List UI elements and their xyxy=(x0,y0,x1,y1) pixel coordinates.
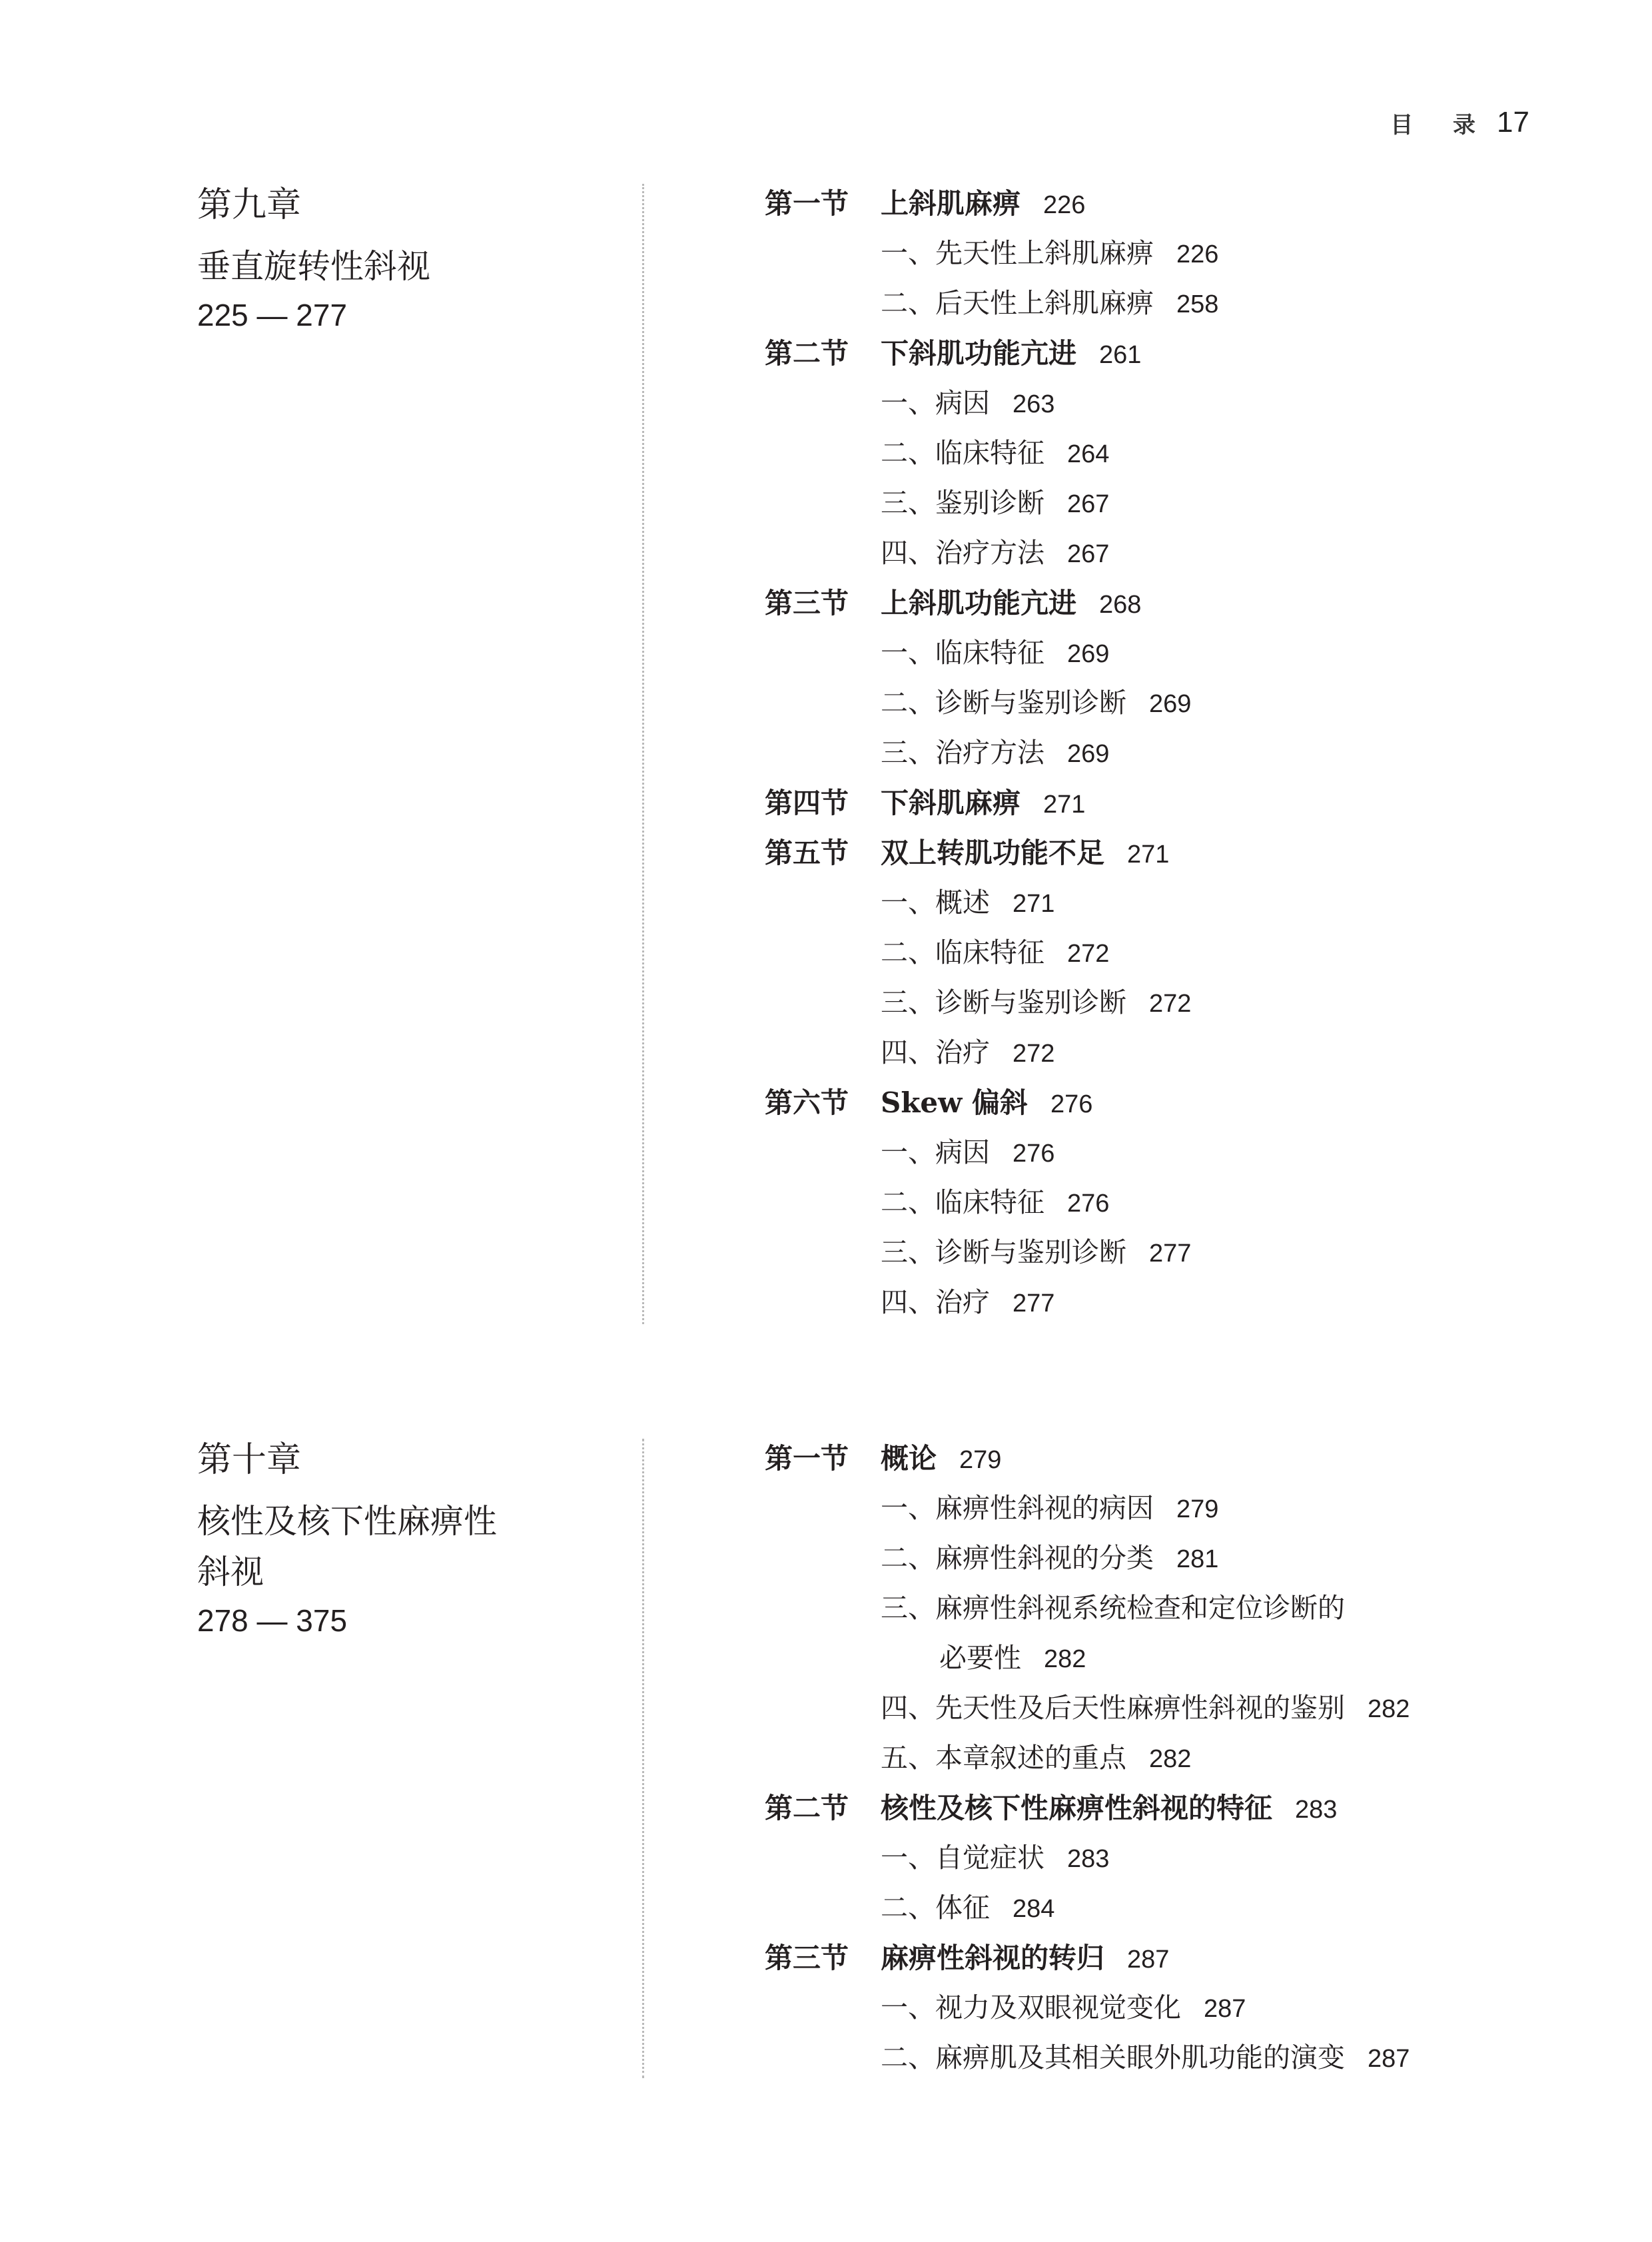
subsection-title xyxy=(881,1028,1054,1079)
entry-page-number: 261 xyxy=(1099,341,1142,369)
subsection-title xyxy=(881,1733,1191,1784)
entry-text: 二、麻痹性斜视的分类 xyxy=(881,1542,1154,1574)
subsection-title xyxy=(881,478,1109,530)
subsection-title xyxy=(881,1178,1109,1229)
chapter-title: 核性及核下性麻痹性 xyxy=(197,1502,497,1541)
entry-page-number: 276 xyxy=(1050,1090,1093,1118)
entry-text: 上斜肌麻痹 xyxy=(881,187,1021,220)
section-title xyxy=(881,1433,1001,1485)
section-label: 第三节 xyxy=(765,1942,849,1974)
entry-text: 核性及核下性麻痹性斜视的特征 xyxy=(881,1792,1273,1824)
entry-text: 四、治疗方法 xyxy=(881,537,1044,569)
entry-text: 二、临床特征 xyxy=(881,437,1044,469)
dotted-divider xyxy=(642,1439,644,2078)
section-label: 第六节 xyxy=(765,1086,849,1119)
dotted-divider xyxy=(642,184,644,1324)
chapter-page-range: 278 — 375 xyxy=(197,1603,348,1638)
entry-page-number: 226 xyxy=(1176,240,1219,268)
toc-subsection-row[interactable] xyxy=(765,528,1564,578)
chapter-page-range: 225 — 277 xyxy=(197,298,348,332)
entry-text: 一、先天性上斜肌麻痹 xyxy=(881,237,1154,269)
section-label: 第四节 xyxy=(765,787,849,819)
entry-text: 四、治疗 xyxy=(881,1286,990,1318)
toc-subsection-row[interactable] xyxy=(765,678,1564,728)
entry-page-number: 287 xyxy=(1127,1946,1170,1974)
chapter-title: 斜视 xyxy=(197,1553,264,1591)
toc-subsection-row[interactable] xyxy=(765,1833,1564,1883)
toc-list xyxy=(765,179,1564,1327)
subsection-title xyxy=(881,528,1109,579)
section-label: 第三节 xyxy=(765,587,849,619)
toc-subsection-row[interactable] xyxy=(765,1683,1564,1733)
entry-page-number: 277 xyxy=(1149,1240,1192,1268)
entry-text: 一、病因 xyxy=(881,387,990,419)
entry-text: 下斜肌功能亢进 xyxy=(881,337,1077,370)
entry-page-number: 226 xyxy=(1043,191,1086,219)
toc-subsection-row[interactable] xyxy=(765,428,1564,478)
entry-text: 概论 xyxy=(881,1442,937,1475)
entry-page-number: 283 xyxy=(1067,1845,1110,1873)
entry-text: 一、麻痹性斜视的病因 xyxy=(881,1492,1154,1524)
entry-page-number: 272 xyxy=(1067,940,1110,968)
entry-page-number: 269 xyxy=(1149,690,1192,718)
entry-page-number: 281 xyxy=(1176,1545,1219,1573)
header-title: 目 录 xyxy=(1390,111,1492,139)
subsection-title xyxy=(881,1583,1345,1633)
toc-subsection-row[interactable] xyxy=(765,928,1564,978)
toc-subsection-row[interactable] xyxy=(765,728,1564,778)
subsection-title xyxy=(881,1683,1410,1734)
chapter-title: 垂直旋转性斜视 xyxy=(197,247,430,286)
entry-text: 必要性 xyxy=(939,1642,1021,1674)
chapter-number: 第十章 xyxy=(197,1440,302,1480)
toc-subsection-row[interactable] xyxy=(765,1028,1564,1078)
entry-page-number: 282 xyxy=(1149,1745,1192,1773)
entry-text: 三、鉴别诊断 xyxy=(881,487,1044,519)
subsection-title xyxy=(881,678,1191,729)
toc-subsection-row[interactable] xyxy=(765,1733,1564,1783)
toc-subsection-row[interactable] xyxy=(765,1533,1564,1583)
toc-subsection-row[interactable] xyxy=(765,1228,1564,1278)
subsection-title xyxy=(881,1278,1054,1329)
entry-text: 二、体征 xyxy=(881,1892,990,1924)
subsection-title xyxy=(881,378,1054,430)
entry-text: 二、临床特征 xyxy=(881,936,1044,968)
toc-subsection-row[interactable] xyxy=(765,278,1564,328)
entry-page-number: 263 xyxy=(1013,390,1055,418)
entry-text: 五、本章叙述的重点 xyxy=(881,1742,1126,1774)
running-header xyxy=(1390,101,1529,144)
entry-text: 二、麻痹肌及其相关眼外肌功能的演变 xyxy=(881,2042,1345,2073)
toc-subsection-row[interactable] xyxy=(765,628,1564,678)
section-title xyxy=(881,179,1085,230)
toc-subsection-row[interactable] xyxy=(765,2033,1564,2083)
entry-page-number: 287 xyxy=(1368,2045,1410,2073)
entry-text: 上斜肌功能亢进 xyxy=(881,587,1077,619)
entry-text: Skew 偏斜 xyxy=(881,1086,1028,1119)
entry-text: 三、诊断与鉴别诊断 xyxy=(881,1236,1126,1268)
entry-text: 双上转肌功能不足 xyxy=(881,837,1105,869)
toc-section-row[interactable] xyxy=(765,1783,1564,1833)
section-label: 第二节 xyxy=(765,1792,849,1824)
entry-page-number: 269 xyxy=(1067,640,1110,668)
toc-section-row[interactable] xyxy=(765,1933,1564,1983)
entry-page-number: 282 xyxy=(1368,1695,1410,1723)
section-label: 第五节 xyxy=(765,837,849,869)
entry-page-number: 272 xyxy=(1013,1040,1055,1068)
entry-page-number: 272 xyxy=(1149,990,1192,1018)
subsection-title xyxy=(881,278,1218,330)
entry-text: 一、临床特征 xyxy=(881,637,1044,669)
subsection-title xyxy=(881,1833,1109,1884)
page-number: 17 xyxy=(1497,106,1529,139)
subsection-title xyxy=(881,1883,1054,1934)
toc-subsection-row[interactable] xyxy=(765,1278,1564,1327)
toc-section-row[interactable] xyxy=(765,828,1564,878)
entry-page-number: 264 xyxy=(1067,440,1110,468)
entry-page-number: 269 xyxy=(1067,740,1110,768)
toc-section-row[interactable] xyxy=(765,578,1564,628)
toc-subsection-row[interactable] xyxy=(765,1883,1564,1933)
section-title xyxy=(881,1078,1092,1130)
toc-section-row[interactable] xyxy=(765,778,1564,828)
section-title xyxy=(881,578,1141,630)
entry-page-number: 284 xyxy=(1013,1895,1055,1923)
toc-subsection-row[interactable] xyxy=(765,978,1564,1028)
entry-page-number: 283 xyxy=(1295,1796,1338,1824)
entry-text: 二、诊断与鉴别诊断 xyxy=(881,687,1126,719)
entry-text: 一、概述 xyxy=(881,887,990,919)
entry-page-number: 267 xyxy=(1067,490,1110,518)
toc-subsection-row[interactable] xyxy=(765,228,1564,278)
toc-subsection-row[interactable] xyxy=(765,1128,1564,1178)
subsection-title xyxy=(881,2033,1410,2084)
entry-text: 四、先天性及后天性麻痹性斜视的鉴别 xyxy=(881,1692,1345,1724)
entry-page-number: 276 xyxy=(1013,1140,1055,1168)
entry-text: 二、临床特征 xyxy=(881,1186,1044,1218)
entry-text: 一、视力及双眼视觉变化 xyxy=(881,1992,1181,2024)
toc-section-row[interactable] xyxy=(765,179,1564,228)
entry-page-number: 271 xyxy=(1043,791,1086,819)
toc-subsection-row[interactable] xyxy=(765,1583,1564,1633)
entry-text: 三、治疗方法 xyxy=(881,737,1044,769)
toc-list xyxy=(765,1433,1564,2083)
subsection-title xyxy=(881,1128,1054,1179)
subsection-title xyxy=(881,728,1109,779)
subsection-title xyxy=(881,628,1109,679)
section-title xyxy=(881,328,1141,380)
section-title xyxy=(881,1783,1337,1835)
subsection-title xyxy=(881,1983,1246,2034)
section-label: 第二节 xyxy=(765,337,849,370)
entry-page-number: 287 xyxy=(1204,1995,1246,2023)
subsection-title xyxy=(881,1228,1191,1279)
chapter-number: 第九章 xyxy=(197,185,302,225)
section-label: 第一节 xyxy=(765,187,849,220)
section-title xyxy=(881,1933,1169,1985)
entry-text: 四、治疗 xyxy=(881,1036,990,1068)
section-title xyxy=(881,828,1169,880)
toc-section-row[interactable] xyxy=(765,1433,1564,1483)
entry-text: 三、诊断与鉴别诊断 xyxy=(881,986,1126,1018)
entry-text: 一、病因 xyxy=(881,1136,990,1168)
entry-text: 二、后天性上斜肌麻痹 xyxy=(881,287,1154,319)
toc-subsection-row[interactable] xyxy=(765,378,1564,428)
entry-text: 麻痹性斜视的转归 xyxy=(881,1942,1105,1974)
entry-page-number: 258 xyxy=(1176,290,1219,318)
entry-page-number: 282 xyxy=(1044,1645,1086,1673)
toc-subsection-row[interactable] xyxy=(765,1633,1564,1683)
entry-page-number: 279 xyxy=(1176,1495,1219,1523)
entry-text: 下斜肌麻痹 xyxy=(881,787,1021,819)
entry-page-number: 271 xyxy=(1013,890,1055,918)
subsection-title xyxy=(881,228,1218,280)
chapter-heading xyxy=(197,1433,623,1644)
subsection-title xyxy=(881,1483,1218,1535)
entry-page-number: 271 xyxy=(1127,841,1170,869)
entry-page-number: 279 xyxy=(959,1446,1002,1474)
entry-text: 三、麻痹性斜视系统检查和定位诊断的 xyxy=(881,1592,1345,1624)
toc-subsection-row[interactable] xyxy=(765,1483,1564,1533)
toc-subsection-row[interactable] xyxy=(765,1178,1564,1228)
entry-page-number: 276 xyxy=(1067,1190,1110,1218)
subsection-title xyxy=(881,1533,1218,1585)
toc-subsection-row[interactable] xyxy=(765,1983,1564,2033)
section-title xyxy=(881,778,1085,830)
toc-subsection-row[interactable] xyxy=(765,478,1564,528)
subsection-title xyxy=(881,428,1109,480)
entry-text: 一、自觉症状 xyxy=(881,1842,1044,1874)
entry-page-number: 277 xyxy=(1013,1290,1055,1317)
subsection-title xyxy=(881,978,1191,1029)
toc-section-row[interactable] xyxy=(765,328,1564,378)
subsection-title xyxy=(881,928,1109,979)
entry-page-number: 268 xyxy=(1099,591,1142,619)
toc-subsection-row[interactable] xyxy=(765,878,1564,928)
section-label: 第一节 xyxy=(765,1442,849,1475)
entry-page-number: 267 xyxy=(1067,540,1110,568)
toc-section-row[interactable] xyxy=(765,1078,1564,1128)
chapter-heading xyxy=(197,179,623,338)
subsection-title xyxy=(939,1633,1086,1684)
subsection-title xyxy=(881,878,1054,929)
